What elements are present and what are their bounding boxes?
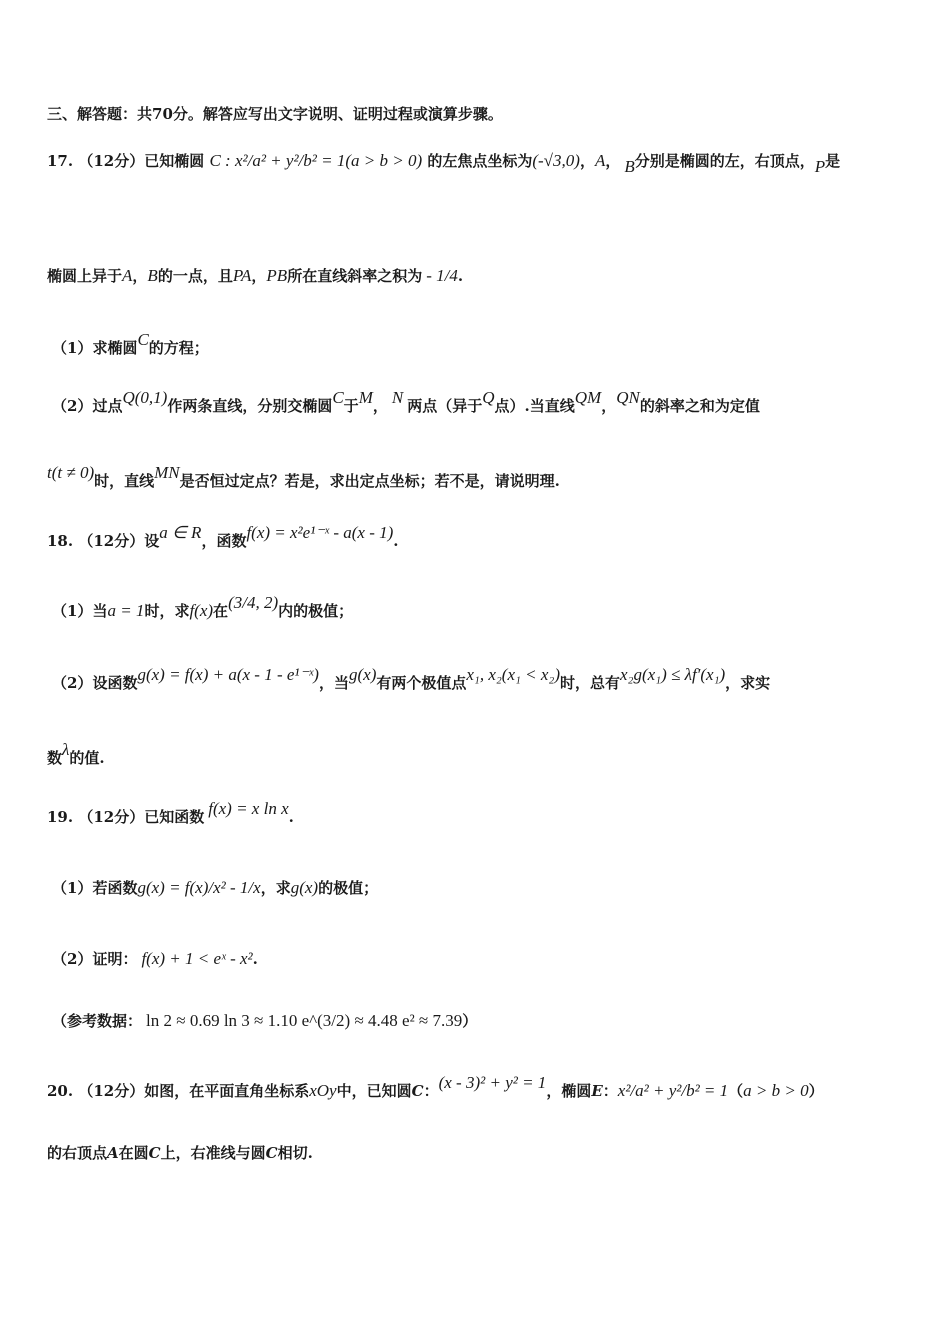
q19-part-2-text: 证明： xyxy=(92,950,138,968)
q17-part-2-text: 的斜率之和为定值 xyxy=(639,397,760,415)
q19-part-1-text: 若函数 xyxy=(92,879,138,897)
q18-text: ，函数 xyxy=(201,532,247,550)
q18-score: （12分） xyxy=(78,532,145,550)
q17-part-2 xyxy=(52,388,760,416)
q17-part-2-qm: QM xyxy=(574,388,602,407)
q17-part-2-text: ， xyxy=(601,397,617,415)
q17-part-2-text: 时，直线 xyxy=(94,472,155,490)
q18-part-2-g: g(x) = f(x) + a(x - 1 - e¹⁻ˣ) xyxy=(137,665,319,684)
q19-reference-values: ln 2 ≈ 0.69 ln 3 ≈ 1.10 e^(3/2) ≈ 4.48 e² ≈ 7.39 xyxy=(146,1011,463,1030)
q20-line-2 xyxy=(47,1142,313,1163)
q18-text: 设 xyxy=(144,532,160,550)
q17-part-2-n: N xyxy=(391,388,404,407)
q18-part-1-f: f(x) xyxy=(189,601,214,620)
q17-text: 的一点，且 xyxy=(157,267,233,285)
q20-text: 如图，在平面直角坐标系 xyxy=(144,1082,310,1100)
q20-circle-label: C xyxy=(148,1144,161,1162)
q17-part-2-q: Q(0,1) xyxy=(122,388,168,407)
q17-ellipse-formula: C : x²/a² + y²/b² = 1(a > b > 0) xyxy=(209,151,423,170)
q20-text: 在圆 xyxy=(118,1144,149,1162)
q17-point-a: A xyxy=(594,151,606,170)
q17-part-2-text: ， xyxy=(372,397,388,415)
q17-part-2-text: 作两条直线，分别交椭圆 xyxy=(167,397,333,415)
q17-text: 椭圆上异于 xyxy=(47,267,123,285)
q18-part-2-lambda: λ xyxy=(62,740,70,759)
q20-text: ： xyxy=(602,1082,618,1100)
q20-text: 中，已知圆 xyxy=(336,1082,412,1100)
q18-part-1-text: 内的极值； xyxy=(278,602,354,620)
q19-part-1-text: ，求 xyxy=(260,879,291,897)
q18-a: a ∈ R xyxy=(159,523,202,542)
q17-text: 已知椭圆 xyxy=(144,152,205,170)
q18-part-2-text: 设函数 xyxy=(92,674,138,692)
q17-part-2-label: （2） xyxy=(52,397,93,415)
q20-text: ： xyxy=(423,1082,439,1100)
q17-ratio: - 1/4 xyxy=(426,266,458,285)
q17-line-2 xyxy=(47,265,463,286)
q19-score: （12分） xyxy=(78,808,145,826)
q18-part-2-text: 的值. xyxy=(69,749,105,767)
q17-part-1-c: C xyxy=(137,330,149,349)
q17-text: 所在直线斜率之积为 xyxy=(287,267,423,285)
q18-part-1-a: a = 1 xyxy=(107,601,145,620)
q19-part-2-label: （2） xyxy=(52,950,93,968)
q17-part-2-m: M xyxy=(358,388,373,407)
q19-part-2-inequality: f(x) + 1 < eˣ - x² xyxy=(141,949,253,968)
q19-reference-close: ） xyxy=(462,1012,478,1030)
q18-part-2-ineq: x₂g(x₁) ≤ λf′(x₁) xyxy=(620,665,726,684)
q17-part-2-text: 是否恒过定点？若是，求出定点坐标；若不是，请说明理. xyxy=(179,472,560,490)
q18-part-2-text: 时，总有 xyxy=(560,674,621,692)
q19-function: f(x) = x ln x xyxy=(208,799,289,818)
q18-part-1-label: （1） xyxy=(52,602,93,620)
q20-condition: a > b > 0 xyxy=(743,1081,809,1100)
q20-xoy: xOy xyxy=(309,1081,337,1100)
q19-part-1-label: （1） xyxy=(52,879,93,897)
q20-point-a: A xyxy=(107,1144,119,1162)
q18-part-2-text: 有两个极值点 xyxy=(376,674,467,692)
q18-part-1-text: 时，求 xyxy=(144,602,190,620)
q19-part-2 xyxy=(52,948,258,969)
q18-part-2-text: ，当 xyxy=(318,674,349,692)
q17-part-2-text: 点）.当直线 xyxy=(494,397,575,415)
q17-part-2-c: C xyxy=(332,388,344,407)
q18-text: . xyxy=(393,532,399,550)
q19-part-1-g: g(x) = f(x)/x² - 1/x xyxy=(137,878,261,897)
q17-part-2-qn: QN xyxy=(616,388,640,407)
q17-line-1 xyxy=(47,150,841,176)
q18-function: f(x) = x²e¹⁻ˣ - a(x - 1) xyxy=(246,523,394,542)
q18-part-2-x: x₁, x₂(x₁ < x₂) xyxy=(466,665,560,684)
q17-focus: (-√3,0) xyxy=(532,151,580,170)
q19-text: . xyxy=(288,808,294,826)
q20-ellipse-label: E xyxy=(591,1082,603,1100)
q19-part-1-g2: g(x) xyxy=(290,878,319,897)
q20-ellipse-equation: x²/a² + y²/b² = 1 xyxy=(617,1081,729,1100)
q18-part-2 xyxy=(52,665,771,693)
q17-line-pa: PA xyxy=(232,266,252,285)
q17-point-b: B xyxy=(624,157,635,176)
q20-circle-label: C xyxy=(411,1082,424,1100)
q17-score: （12分） xyxy=(78,152,145,170)
q18-part-1-interval: (3/4, 2) xyxy=(228,593,279,612)
q19-part-1 xyxy=(52,877,378,898)
q18-line-1 xyxy=(47,523,399,551)
q17-text: . xyxy=(457,267,464,285)
q17-text: 分别是椭圆的左，右顶点， xyxy=(634,152,815,170)
q17-part-2-text: 过点 xyxy=(92,397,123,415)
q18-part-1-text: 在 xyxy=(213,602,229,620)
q20-score: （12分） xyxy=(78,1082,145,1100)
q17-line-pb: PB xyxy=(266,266,288,285)
q18-number: 18. xyxy=(47,532,74,550)
q20-text: ，椭圆 xyxy=(546,1082,592,1100)
q17-text: 是 xyxy=(825,152,841,170)
q19-reference xyxy=(52,1010,477,1031)
q17-part-2-cont xyxy=(47,463,560,491)
q18-part-2-text: ，求实 xyxy=(725,674,771,692)
q17-part-1 xyxy=(52,330,209,358)
q17-text: 的左焦点坐标为 xyxy=(427,152,533,170)
q19-part-1-text: 的极值； xyxy=(318,879,379,897)
q18-part-1-text: 当 xyxy=(92,602,108,620)
q17-text: ， xyxy=(132,267,148,285)
q19-part-2-text: . xyxy=(252,950,258,968)
q20-text: 上，右准线与圆 xyxy=(160,1144,266,1162)
q17-part-1-label: （1） xyxy=(52,339,93,357)
q17-point-p: P xyxy=(814,157,826,176)
q18-part-2-g2: g(x) xyxy=(348,665,377,684)
q17-part-2-t: t(t ≠ 0) xyxy=(47,463,95,482)
q17-point-b2: B xyxy=(147,266,158,285)
q20-line-1 xyxy=(47,1073,824,1101)
q19-reference-label: （参考数据： xyxy=(52,1012,143,1030)
q18-part-2-label: （2） xyxy=(52,674,93,692)
q17-text: ， xyxy=(251,267,267,285)
q18-part-2-text: 数 xyxy=(47,749,63,767)
q20-text: 的右顶点 xyxy=(47,1144,108,1162)
q17-point-a2: A xyxy=(122,266,133,285)
q20-number: 20. xyxy=(47,1082,74,1100)
q20-text: （ xyxy=(728,1082,744,1100)
q18-part-2-cont xyxy=(47,740,105,768)
q17-part-2-text: 于 xyxy=(343,397,359,415)
q19-number: 19. xyxy=(47,808,74,826)
q17-part-2-mn: MN xyxy=(154,463,180,482)
q20-text: 相切. xyxy=(277,1144,313,1162)
q17-part-1-text: 求椭圆 xyxy=(92,339,138,357)
q17-number: 17. xyxy=(47,152,74,170)
q17-part-1-text: 的方程； xyxy=(148,339,209,357)
q18-part-1 xyxy=(52,593,354,621)
q20-text: ） xyxy=(808,1082,824,1100)
q19-text: 已知函数 xyxy=(144,808,205,826)
q17-text: ， xyxy=(605,152,621,170)
section-header xyxy=(47,103,503,124)
q20-circle-equation: (x - 3)² + y² = 1 xyxy=(438,1073,547,1092)
q17-part-2-q2: Q xyxy=(482,388,495,407)
section-header-text: 三、解答题：共70分。解答应写出文字说明、证明过程或演算步骤。 xyxy=(47,105,503,123)
q17-text: ， xyxy=(579,152,595,170)
q19-line-1 xyxy=(47,799,294,827)
q20-circle-label: C xyxy=(265,1144,278,1162)
q17-part-2-text: 两点（异于 xyxy=(407,397,483,415)
